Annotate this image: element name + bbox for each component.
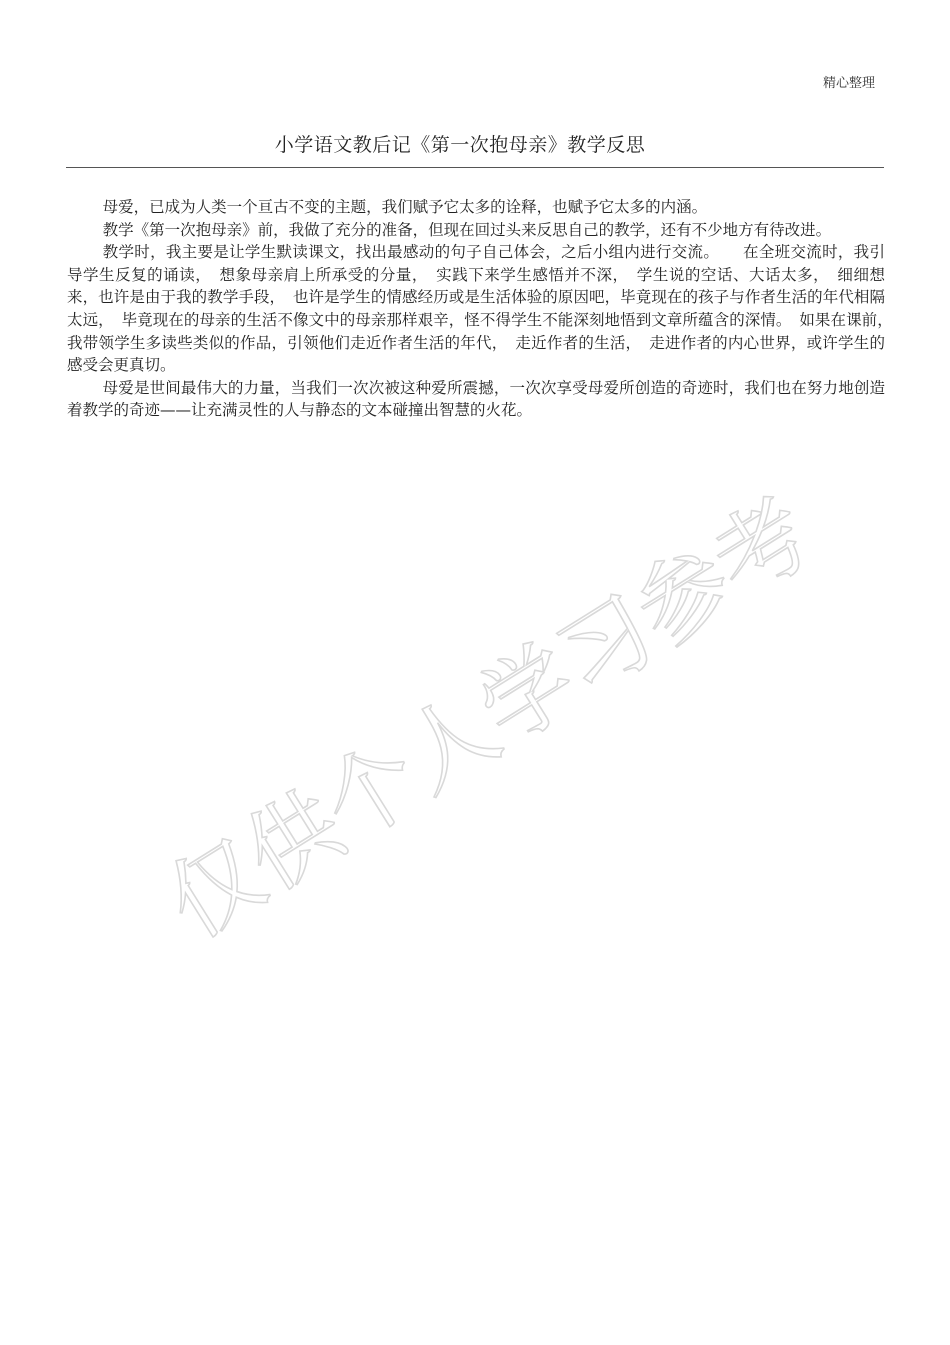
paragraph-1: 母爱，已成为人类一个亘古不变的主题，我们赋予它太多的诠释，也赋予它太多的内涵。 <box>102 198 708 216</box>
title-divider <box>66 167 884 168</box>
paragraph-4: 母爱是世间最伟大的力量，当我们一次次被这种爱所震撼，一次次享受母爱所创造的奇迹时，我们也在努力地创造着教学的奇迹——让充满灵性的人与静态的文本碰撞出智慧的火花。 <box>67 378 885 420</box>
document-title: 小学语文教后记《第一次抱母亲》教学反思 <box>274 134 646 156</box>
watermark-text: 仅供个人学习参考 <box>148 478 830 960</box>
document-body <box>67 196 901 422</box>
paragraph-3: 教学时，我主要是让学生默读课文，找出最感动的句子自己体会，之后小组内进行交流。 在全班交流时，我引导学生反复的诵读， 想象母亲肩上所承受的分量， 实践下来学生感悟并不深， 学生说的空话、大话太多， 细细想来，也许是由于我的教学手段， 也许是学生的情感经历或是生活体验的原因吧，毕竟现在的孩子与作者生活的年代相隔太远， 毕竟现在的母亲的生活不像文中的母亲那样艰辛，怪不得学生不能深刻地悟到文章所蕴含的深情。 如果在课前， 我带领学生多读些类似的作品，引领他们走近作者生活的年代， 走近作者的生活， 走进作者的内心世界，或许学生的感受会更真切。 <box>67 243 901 375</box>
watermark <box>140 460 840 980</box>
paragraph-2: 教学《第一次抱母亲》前，我做了充分的准备，但现在回过头来反思自己的教学，还有不少地方有待改进。 <box>102 220 832 239</box>
header-note: 精心整理 <box>822 76 875 91</box>
